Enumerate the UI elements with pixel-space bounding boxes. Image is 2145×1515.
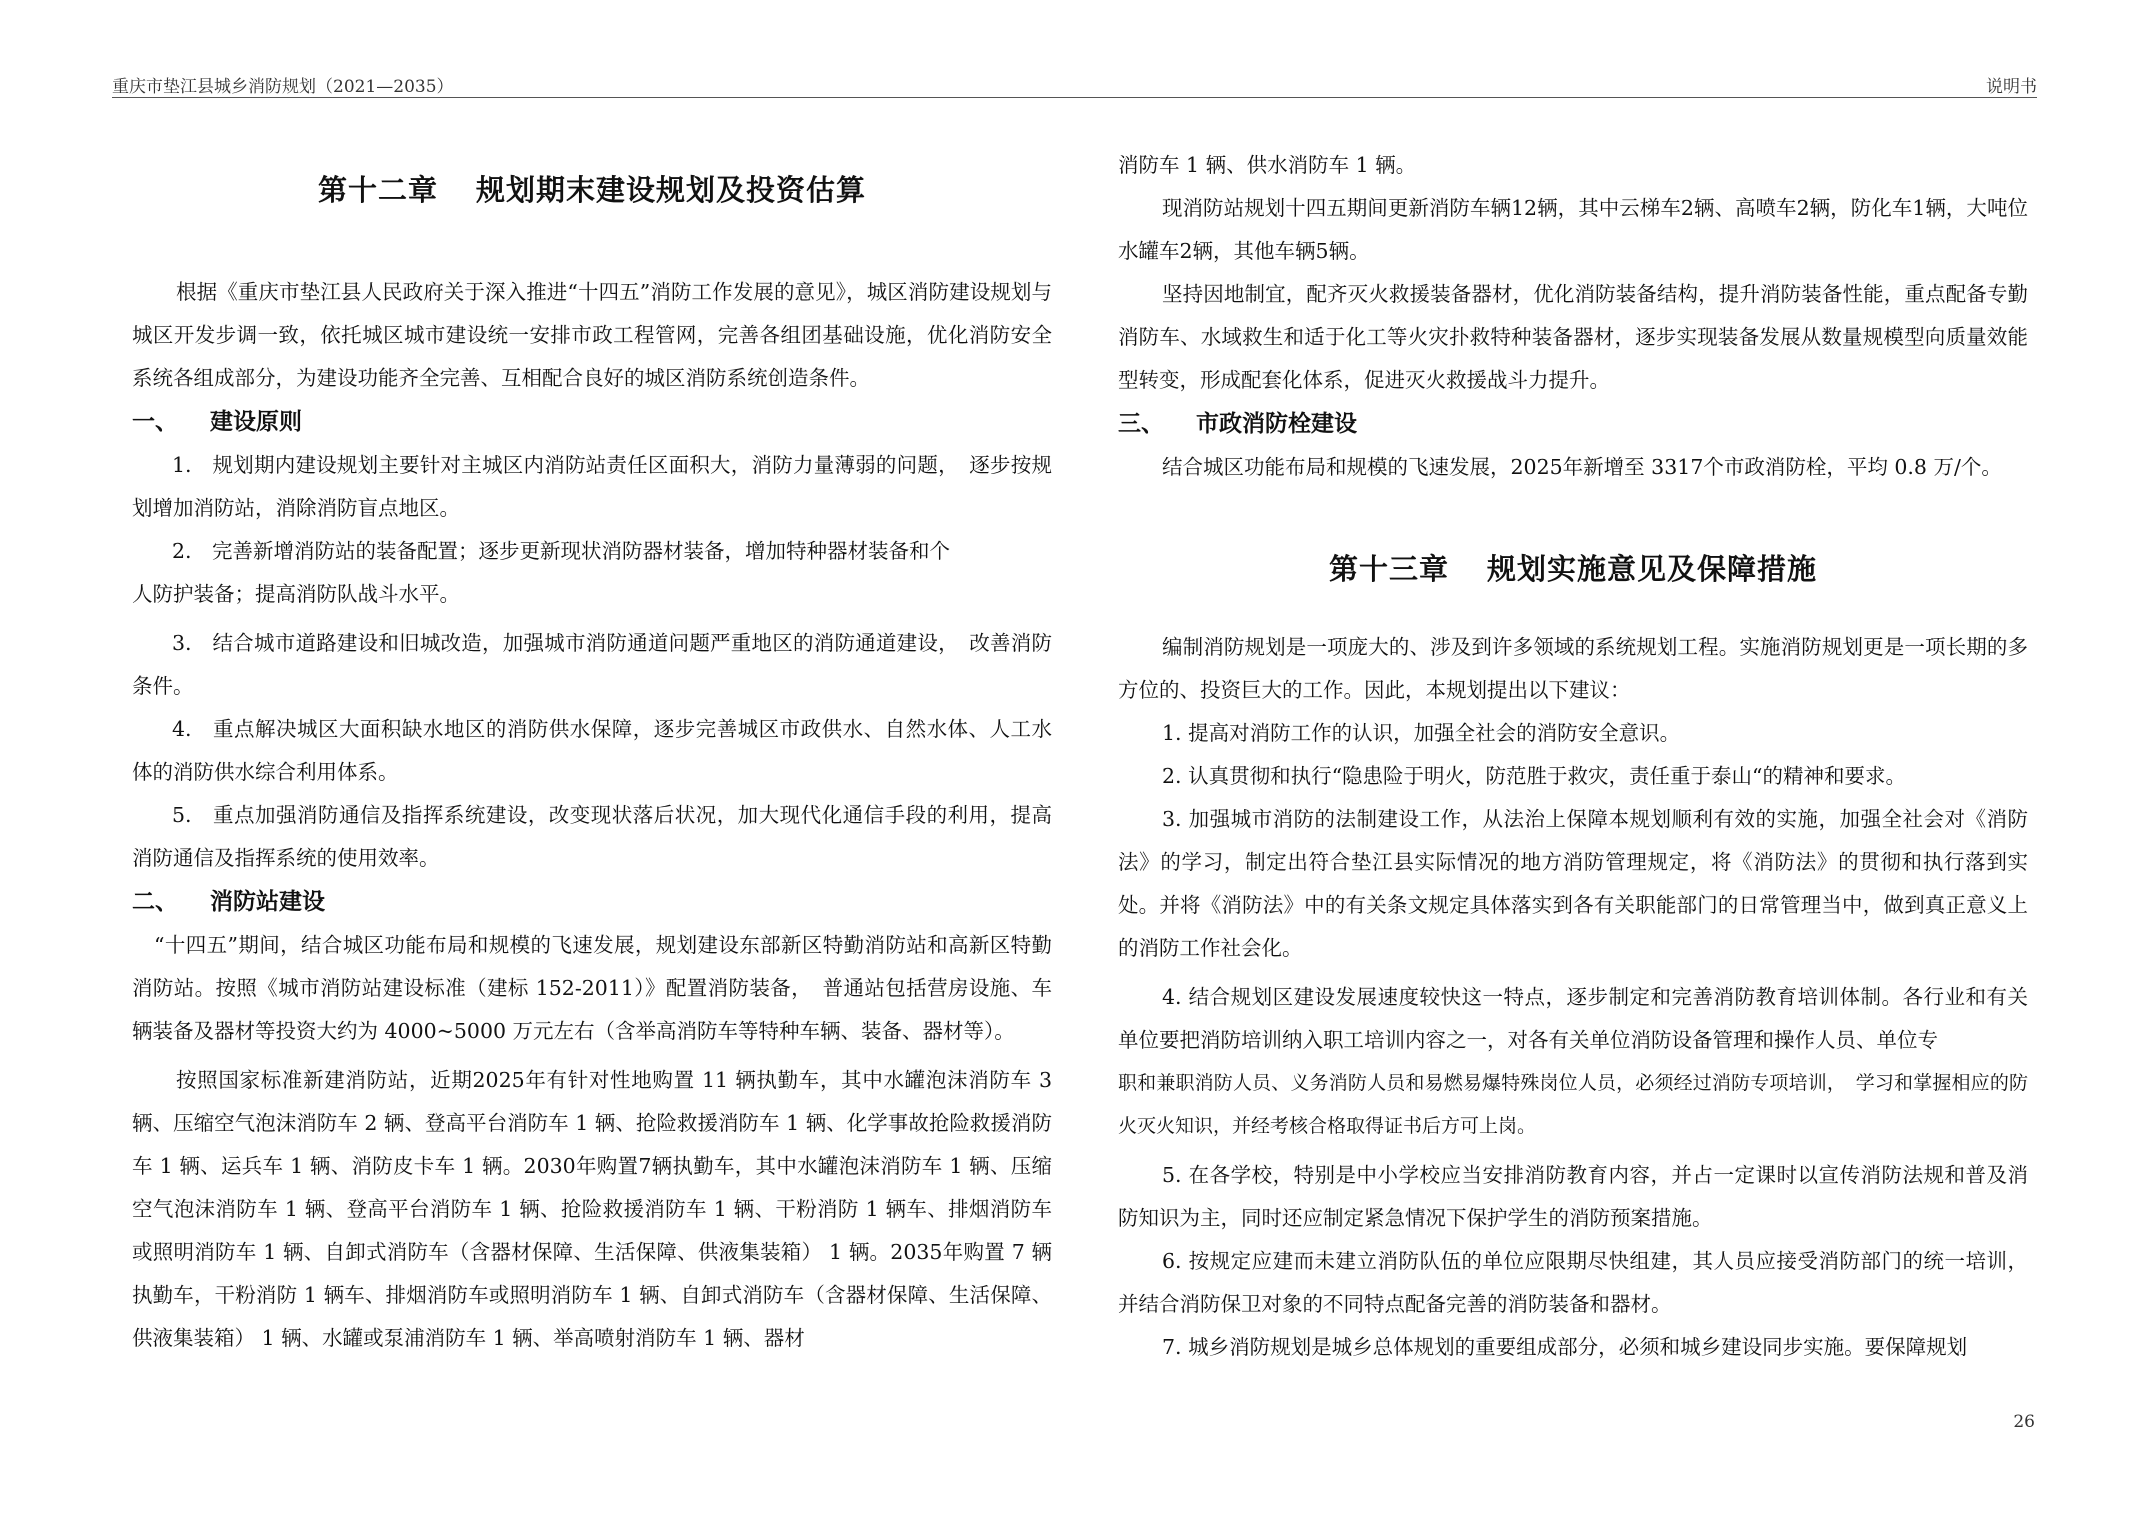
section-title: 市政消防栓建设 xyxy=(1196,411,1357,437)
list-item: 3. 结合城市道路建设和旧城改造，加强城市消防通道问题严重地区的消防通道建设， 改善消防条件。 xyxy=(132,631,1052,698)
list-item: 2. 完善新增消防站的装备配置；逐步更新现状消防器材装备，增加特种器材装备和个 xyxy=(172,539,951,563)
page-number: 26 xyxy=(2013,1412,2035,1432)
right-column xyxy=(1118,144,2028,1369)
section-heading-3 xyxy=(1118,402,2028,446)
header-section-label: 说明书 xyxy=(1986,77,2037,97)
body-paragraph: 按照国家标准新建消防站，近期2025年有针对性地购置 11 辆执勤车，其中水罐泡沫消防车 3 辆、压缩空气泡沫消防车 2 辆、登高平台消防车 1 辆、抢险救援消防车 1 辆、化学事故抢险救援消防车 1 辆、运兵车 1 辆、消防皮卡车 1 辆。2030年购置7辆执勤车，其中水罐泡沫消防车 1 辆、压缩空气泡沫消防车 1 辆、登高平台消防车 1 辆、抢险救援消防车 1 辆、干粉消防 1 辆车、排烟消防车或照明消防车 1 辆、自卸式消防车（含器材保障、生活保障、供液集装箱） 1 辆。2035年购置 7 辆执勤车，干粉消防 1 辆车、排烟消防车或照明消防车 1 辆、自卸式消防车（含器材保障、生活保障、供液集装箱） 1 辆、水罐或泵浦消防车 1 辆、举高喷射消防车 1 辆、器材 xyxy=(132,1068,1052,1350)
intro-paragraph: 根据《重庆市垫江县人民政府关于深入推进“十四五”消防工作发展的意见》，城区消防建设规划与城区开发步调一致，依托城区城市建设统一安排市政工程管网，完善各组团基础设施，优化消防安全系统各组成部分，为建设功能齐全完善、互相配合良好的城区消防系统创造条件。 xyxy=(132,280,1052,390)
list-item: 4. 结合规划区建设发展速度较快这一特点，逐步制定和完善消防教育培训体制。各行业和有关单位要把消防培训纳入职工培训内容之一，对各有关单位消防设备管理和操作人员、单位专 xyxy=(1118,985,2028,1052)
list-item-continuation: 人防护装备；提高消防队战斗水平。 xyxy=(132,582,460,606)
body-paragraph: “十四五”期间，结合城区功能布局和规模的飞速发展，规划建设东部新区特勤消防站和高新区特勤消防站。按照《城市消防站建设标准（建标 152-2011）》配置消防装备， 普通站包括营房设施、车辆装备及器材等投资大约为 4000~5000 万元左右（含举高消防车等特种车辆、装备、器材等）。 xyxy=(132,933,1052,1043)
chapter-13-heading xyxy=(1118,547,2028,588)
left-column xyxy=(132,140,1052,1360)
list-item: 1. 提高对消防工作的认识，加强全社会的消防安全意识。 xyxy=(1162,721,1681,745)
list-item: 6. 按规定应建而未建立消防队伍的单位应限期尽快组建，其人员应接受消防部门的统一培训，并结合消防保卫对象的不同特点配备完善的消防装备和器材。 xyxy=(1118,1249,2028,1316)
header-divider xyxy=(112,97,2037,98)
header-document-title: 重庆市垫江县城乡消防规划（2021—2035） xyxy=(112,77,454,97)
list-item: 3. 加强城市消防的法制建设工作，从法治上保障本规划顺利有效的实施，加强全社会对《消防法》的学习，制定出符合垫江县实际情况的地方消防管理规定，将《消防法》的贯彻和执行落到实处。并将《消防法》中的有关条文规定具体落实到各有关职能部门的日常管理当中，做到真正意义上的消防工作社会化。 xyxy=(1118,807,2028,960)
section-number: 二、 xyxy=(132,889,178,915)
list-item-continuation: 职和兼职消防人员、义务消防人员和易燃易爆特殊岗位人员，必须经过消防专项培训， 学习和掌握相应的防火灭火知识，并经考核合格取得证书后方可上岗。 xyxy=(1118,1072,2028,1137)
chapter-number: 第十二章 xyxy=(317,173,438,207)
list-item: 5. 在各学校，特别是中小学校应当安排消防教育内容，并占一定课时以宣传消防法规和普及消防知识为主，同时还应制定紧急情况下保护学生的消防预案措施。 xyxy=(1118,1163,2028,1230)
list-item: 5. 重点加强消防通信及指挥系统建设，改变现状落后状况，加大现代化通信手段的利用，提高消防通信及指挥系统的使用效率。 xyxy=(132,803,1052,870)
chapter-title: 规划期末建设规划及投资估算 xyxy=(476,173,867,207)
body-paragraph-continued: 消防车 1 辆、供水消防车 1 辆。 xyxy=(1118,153,1417,177)
chapter-title: 规划实施意见及保障措施 xyxy=(1487,552,1818,586)
section-number: 一、 xyxy=(132,409,178,435)
section-title: 建设原则 xyxy=(210,409,302,435)
section-number: 三、 xyxy=(1118,411,1164,437)
list-item: 2. 认真贯彻和执行“隐患险于明火，防范胜于救灾，责任重于泰山“的精神和要求。 xyxy=(1162,764,1907,788)
list-item: 7. 城乡消防规划是城乡总体规划的重要组成部分，必须和城乡建设同步实施。要保障规划 xyxy=(1162,1335,1968,1359)
section-title: 消防站建设 xyxy=(210,889,325,915)
list-item: 1. 规划期内建设规划主要针对主城区内消防站责任区面积大，消防力量薄弱的问题， 逐步按规划增加消防站，消除消防盲点地区。 xyxy=(132,453,1052,520)
section-heading-2 xyxy=(132,880,1052,924)
chapter-number: 第十三章 xyxy=(1328,552,1449,586)
chapter-12-heading xyxy=(132,168,1052,209)
body-paragraph: 现消防站规划十四五期间更新消防车辆12辆，其中云梯车2辆、高喷车2辆，防化车1辆，大吨位水罐车2辆，其他车辆5辆。 xyxy=(1118,196,2028,263)
body-paragraph: 编制消防规划是一项庞大的、涉及到许多领域的系统规划工程。实施消防规划更是一项长期的多方位的、投资巨大的工作。因此，本规划提出以下建议： xyxy=(1118,635,2028,702)
body-paragraph: 结合城区功能布局和规模的飞速发展，2025年新增至 3317个市政消防栓，平均 0.8 万/个。 xyxy=(1162,455,2002,479)
body-paragraph: 坚持因地制宜，配齐灭火救援装备器材，优化消防装备结构，提升消防装备性能，重点配备专勤消防车、水域救生和适于化工等火灾扑救特种装备器材，逐步实现装备发展从数量规模型向质量效能型转变，形成配套化体系，促进灭火救援战斗力提升。 xyxy=(1118,282,2028,392)
list-item: 4. 重点解决城区大面积缺水地区的消防供水保障，逐步完善城区市政供水、自然水体、人工水体的消防供水综合利用体系。 xyxy=(132,717,1052,784)
section-heading-1 xyxy=(132,400,1052,444)
